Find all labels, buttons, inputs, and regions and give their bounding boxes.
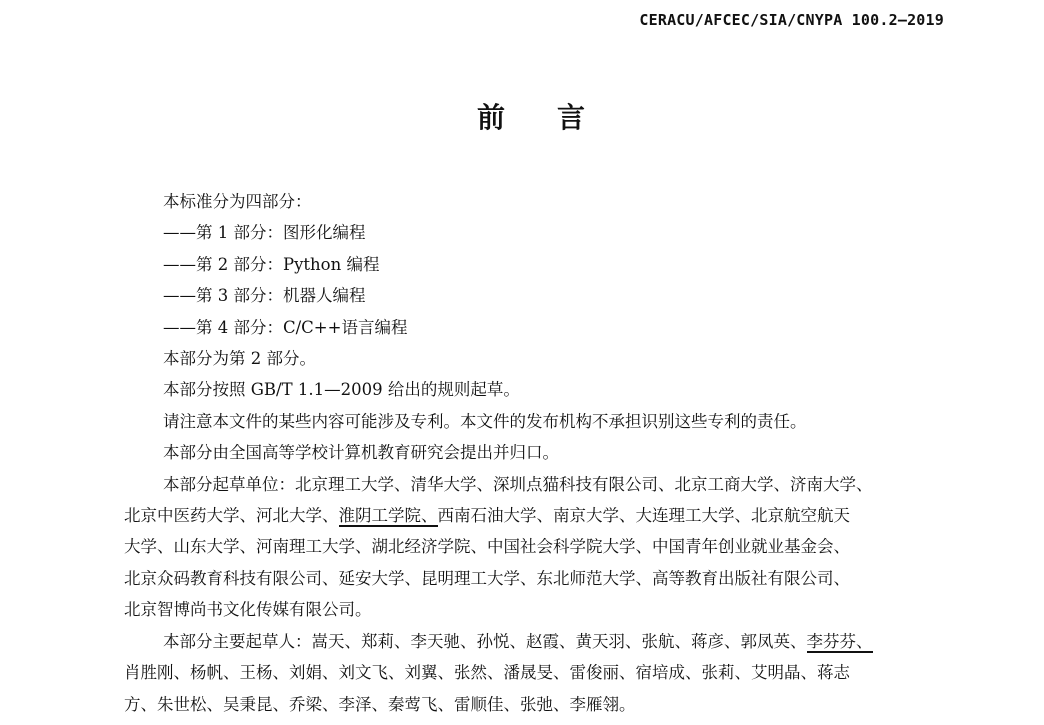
drafting-units-line-4: 北京众码教育科技有限公司、延安大学、昆明理工大学、东北师范大学、高等教育出版社有限公司、 (124, 568, 850, 588)
drafting-units-line-1: 本部分起草单位：北京理工大学、清华大学、深圳点猫科技有限公司、北京工商大学、济南大学、 (163, 474, 873, 494)
part-item-2: ——第 2 部分：Python 编程 (163, 254, 380, 274)
part-item-3: ——第 3 部分：机器人编程 (163, 286, 366, 306)
drafters-line-3: 方、朱世松、吴秉昆、乔梁、李泽、秦莺飞、雷顺佳、张弛、李雁翎。 (124, 694, 636, 714)
drafters-line-1 (124, 626, 950, 657)
title-char-1: 前 (476, 101, 505, 134)
highlighted-institution: 淮阴工学院、 (338, 506, 438, 526)
drafters-paragraph (124, 626, 950, 720)
rules-paragraph: 本部分按照 GB/T 1.1—2009 给出的规则起草。 (163, 380, 520, 400)
drafters-line-2: 肖胜刚、杨帆、王杨、刘娟、刘文飞、刘翼、张然、潘晟旻、雷俊丽、宿培成、张莉、艾明晶、蒋志 (124, 663, 850, 683)
drafting-units-line-5: 北京智博尚书文化传媒有限公司。 (124, 600, 372, 620)
standard-code: CERACU/AFCEC/SIA/CNYPA 100.2—2019 (639, 11, 944, 29)
document-body (124, 186, 950, 720)
drafting-units-line-2 (124, 500, 950, 531)
page-title (0, 96, 1044, 136)
highlighted-drafter: 李芬芬、 (806, 631, 873, 651)
drafters-text: 本部分主要起草人：嵩天、郑莉、李天驰、孙悦、赵霞、黄天羽、张航、蒋彦、郭凤英、 (163, 631, 807, 651)
patent-notice-paragraph: 请注意本文件的某些内容可能涉及专利。本文件的发布机构不承担识别这些专利的责任。 (163, 411, 807, 431)
part-item-4: ——第 4 部分：C/C++语言编程 (163, 317, 408, 337)
drafting-units-paragraph (124, 469, 950, 626)
intro-paragraph: 本标准分为四部分： (163, 192, 312, 211)
proposer-paragraph: 本部分由全国高等学校计算机教育研究会提出并归口。 (163, 443, 559, 463)
drafting-units-line-3: 大学、山东大学、河南理工大学、湖北经济学院、中国社会科学院大学、中国青年创业就业基金会、 (124, 537, 850, 557)
drafting-units-text: 北京中医药大学、河北大学、 (124, 506, 339, 526)
part-item-1: ——第 1 部分：图形化编程 (163, 223, 366, 243)
this-part-paragraph: 本部分为第 2 部分。 (163, 349, 316, 369)
title-char-2: 言 (557, 101, 586, 134)
drafting-units-text: 西南石油大学、南京大学、大连理工大学、北京航空航天 (437, 506, 850, 526)
